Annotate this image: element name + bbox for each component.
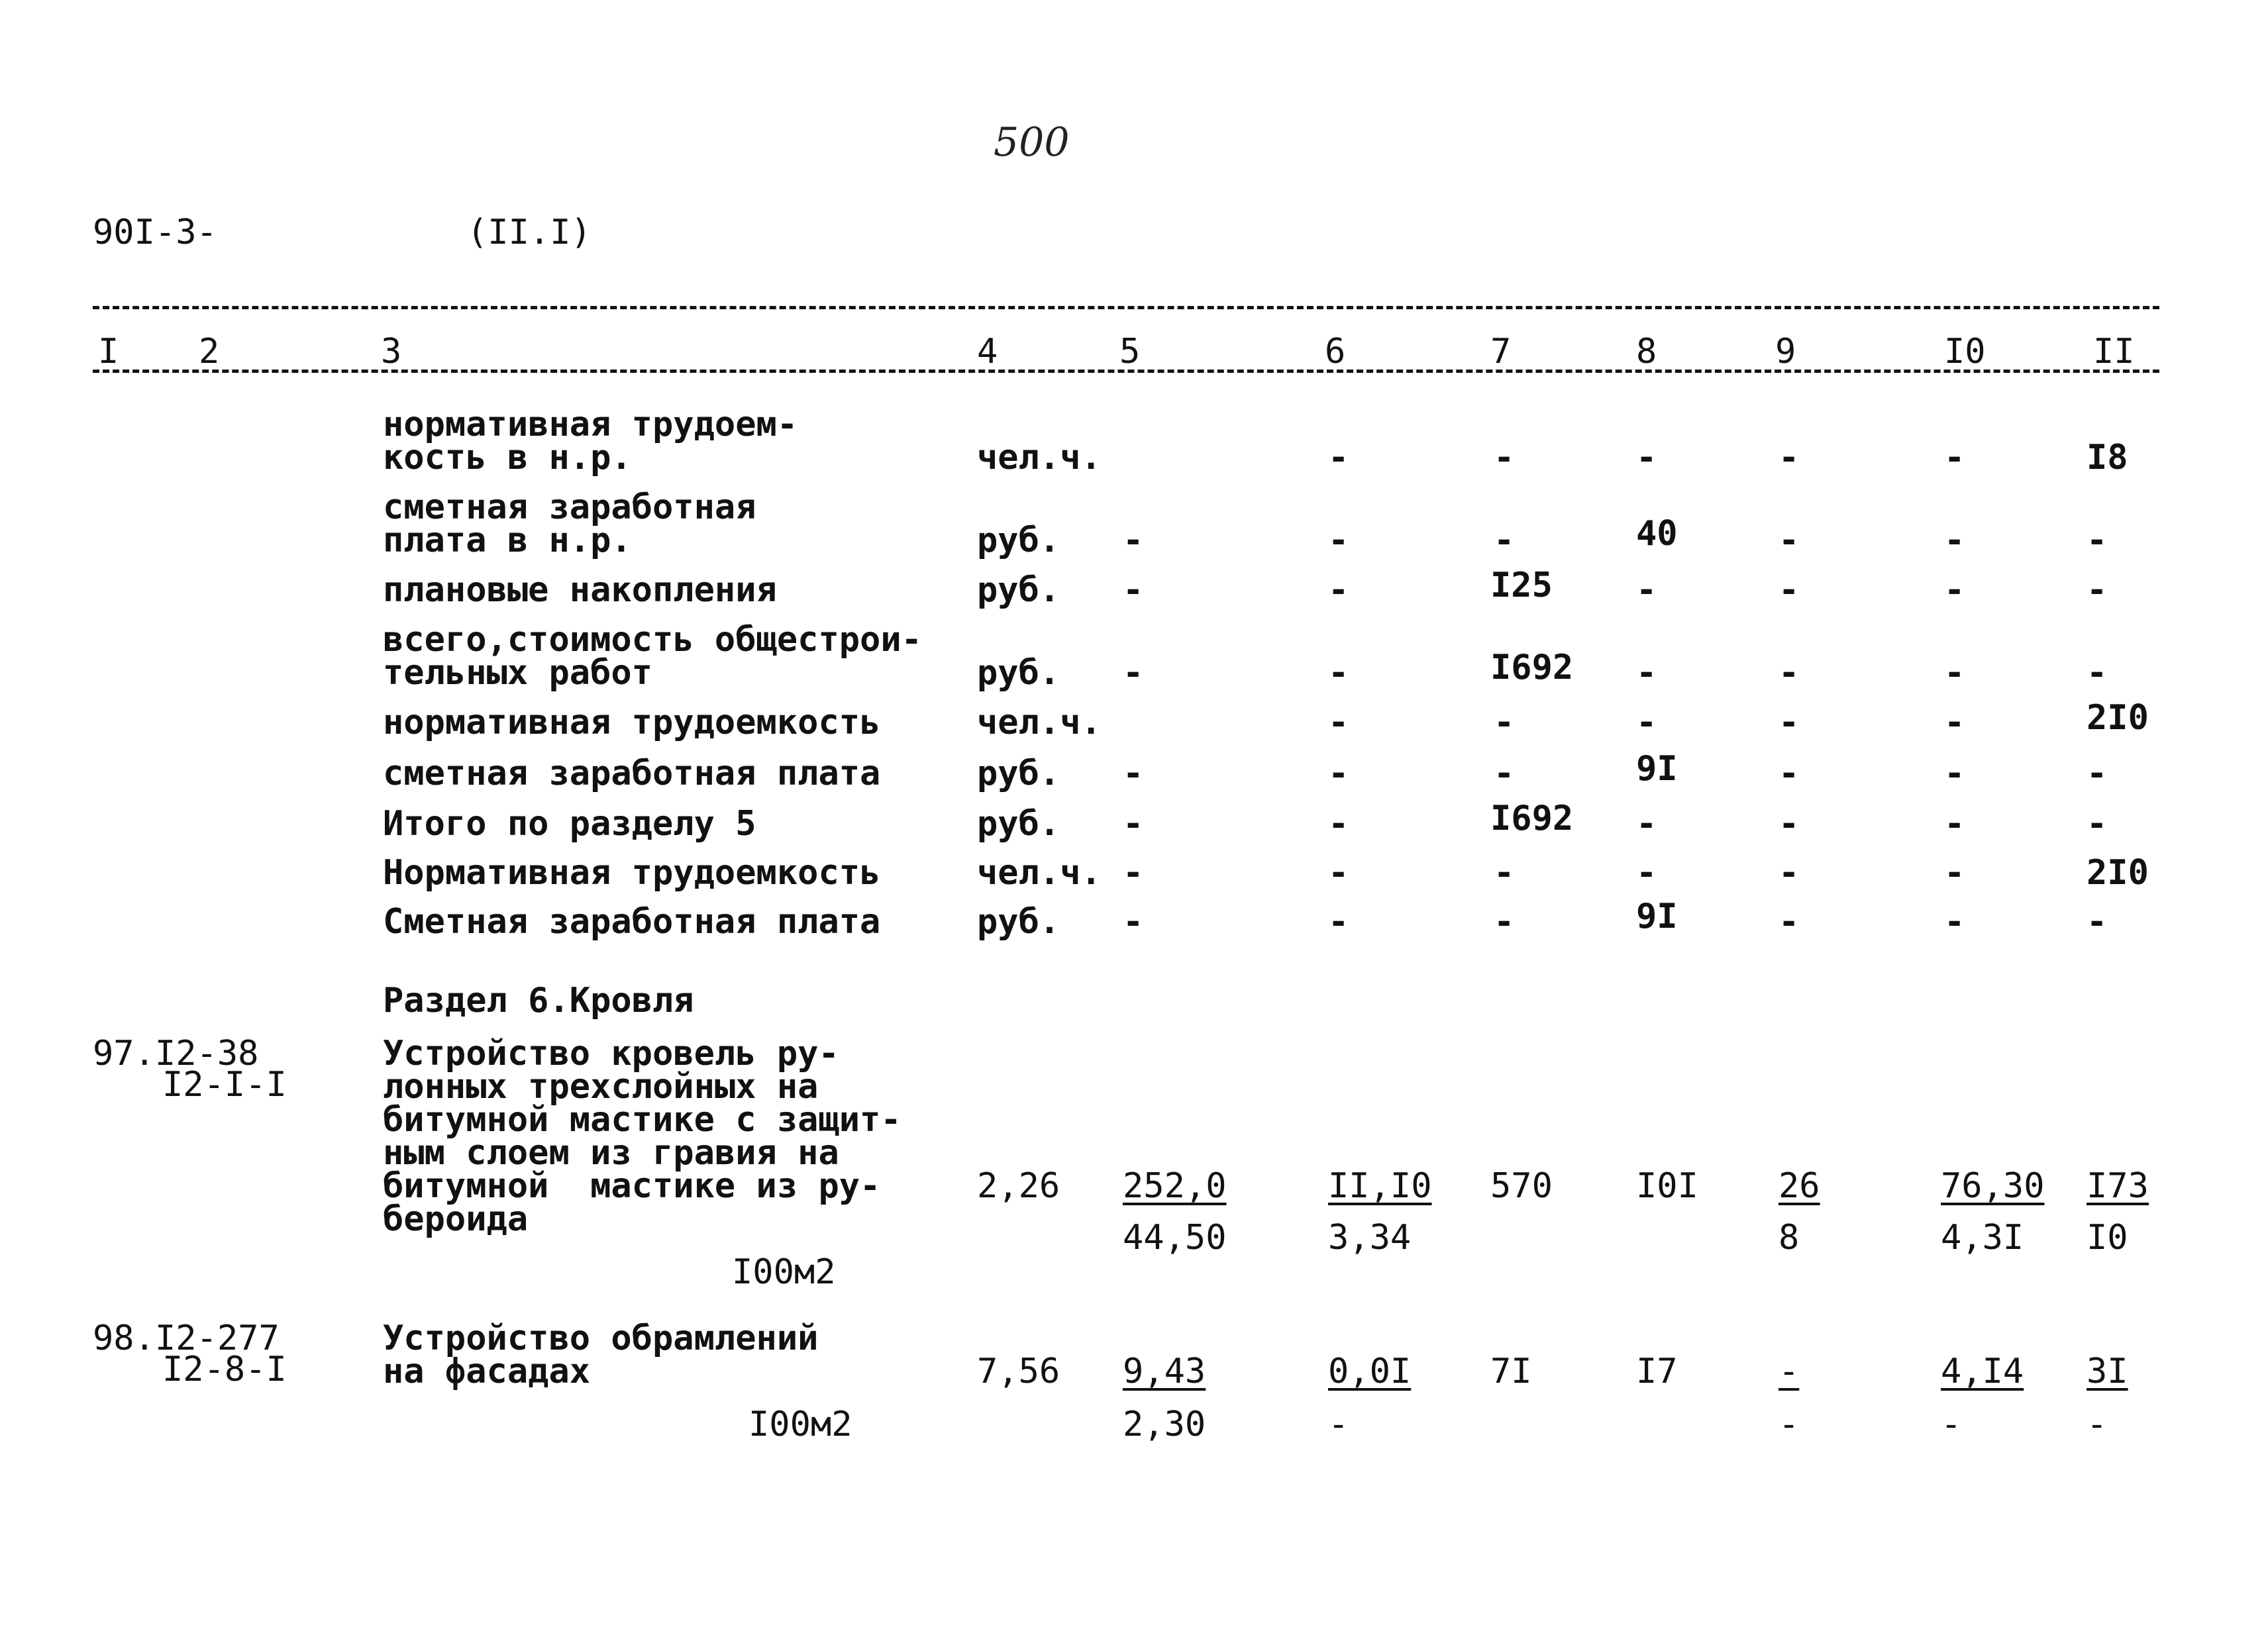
cell: - [1778,754,1800,793]
cell-top: II,I0 [1328,1166,1432,1206]
cell: - [1123,804,1144,844]
cell: - [1328,902,1349,942]
row-unit: руб. [977,754,1060,793]
cell: - [1636,703,1657,742]
row-label-line: нормативная трудоемкость [383,703,881,742]
row-label-line: плановые накопления [383,570,777,610]
cell: 40 [1636,514,1678,554]
cell-bottom: 4,3I [1941,1218,2024,1258]
cell: I7 [1636,1352,1678,1391]
cell: - [2087,902,2108,942]
cell-top: 26 [1778,1166,1820,1206]
row-unit: чел.ч. [977,853,1102,893]
top-dashed-rule [93,306,2159,309]
cell: - [1944,804,1965,844]
cell-top: 0,0I [1328,1352,1412,1391]
col-header-11: II [2093,332,2135,372]
cell: - [2087,570,2108,610]
cell-bottom: 8 [1778,1218,1800,1258]
cell: - [1123,653,1144,693]
cell: - [1778,853,1800,893]
cell-bottom: - [1778,1405,1800,1444]
cell: - [2087,653,2108,693]
cell: - [1328,653,1349,693]
row-unit: руб. [977,521,1060,560]
item-desc-line: битумной мастике с защит- [383,1100,902,1140]
item-code: I2-I-I [162,1065,287,1105]
row-label-line: кость в н.р. [383,438,632,477]
cell-bottom: 2,30 [1123,1405,1206,1444]
cell-top: 4,I4 [1941,1352,2024,1391]
cell: - [1944,902,1965,942]
cell: 9I [1636,897,1678,936]
cell: - [1778,804,1800,844]
cell: - [1494,703,1515,742]
cell: - [1494,754,1515,793]
row-label-line: сметная заработная [383,487,756,527]
section-title: Раздел 6.Кровля [383,981,694,1021]
cell: - [1944,438,1965,477]
row-label-line: сметная заработная плата [383,754,881,793]
cell: - [1328,853,1349,893]
item-measure-unit: I00м2 [748,1405,852,1444]
cell: - [1494,853,1515,893]
cell: - [1778,570,1800,610]
row-label-line: Нормативная трудоемкость [383,853,881,893]
cell: - [1494,521,1515,560]
cell: - [1123,521,1144,560]
cell: - [1778,438,1800,477]
cell: I8 [2087,438,2128,477]
col-header-6: 6 [1325,332,1346,372]
cell: - [1123,754,1144,793]
item-measure-unit: I00м2 [732,1252,836,1292]
cell: - [1636,804,1657,844]
cell: - [1123,902,1144,942]
col-header-9: 9 [1775,332,1796,372]
cell: - [1944,570,1965,610]
cell: - [1636,570,1657,610]
item-desc-line: ным слоем из гравия на [383,1133,839,1173]
cell: - [2087,521,2108,560]
cell: - [1778,902,1800,942]
col-header-4: 4 [977,332,998,372]
item-desc-line: лонных трехслойных на [383,1067,819,1107]
cell: 570 [1490,1166,1553,1206]
document-code: 90I-3- [93,213,217,252]
col-header-2: 2 [199,332,220,372]
cell-top: 76,30 [1941,1166,2045,1206]
cell: - [1636,653,1657,693]
cell: - [1778,521,1800,560]
cell-bottom: - [1328,1405,1349,1444]
item-desc-line: на фасадах [383,1352,591,1391]
item-number: 97.I2-38 [93,1034,259,1073]
cell-bottom: 44,50 [1123,1218,1227,1258]
col-header-10: I0 [1944,332,1986,372]
row-label-line: тельных работ [383,653,652,693]
row-unit: чел.ч. [977,703,1102,742]
cell: I25 [1490,566,1553,605]
row-label-line: плата в н.р. [383,521,632,560]
cell: - [1328,570,1349,610]
cell-top: 3I [2087,1352,2128,1391]
col-header-1: I [98,332,119,372]
row-unit: руб. [977,902,1060,942]
cell: - [1944,754,1965,793]
cell: - [1494,438,1515,477]
cell: - [1636,438,1657,477]
cell: I692 [1490,799,1574,838]
row-unit: чел.ч. [977,438,1102,477]
row-unit: руб. [977,653,1060,693]
cell: - [1636,853,1657,893]
cell: 7I [1490,1352,1532,1391]
cell: - [1328,438,1349,477]
row-label-line: Итого по разделу 5 [383,804,756,844]
cell-top: - [1778,1352,1800,1391]
row-label-line: всего,стоимость общестрои- [383,620,922,660]
cell-bottom: 3,34 [1328,1218,1412,1258]
item-code: I2-8-I [162,1350,287,1389]
cell: - [1328,703,1349,742]
item-desc-line: Устройство кровель ру- [383,1034,839,1073]
cell: - [2087,804,2108,844]
row-label-line: Сметная заработная плата [383,902,881,942]
cell: I0I [1636,1166,1698,1206]
cell-top: I73 [2087,1166,2149,1206]
cell: I692 [1490,648,1574,687]
cell: - [1123,853,1144,893]
handwritten-page-number: 500 [994,119,1070,166]
cell-top: 9,43 [1123,1352,1206,1391]
cell: 2I0 [2087,853,2149,893]
item-desc-line: битумной мастике из ру- [383,1166,881,1206]
cell-bottom: - [1941,1405,1962,1444]
cell: - [1778,703,1800,742]
cell: - [1944,703,1965,742]
cell: - [2087,754,2108,793]
row-unit: руб. [977,570,1060,610]
cell-bottom: I0 [2087,1218,2128,1258]
cell: 9I [1636,749,1678,789]
cell: 2I0 [2087,698,2149,738]
col-header-5: 5 [1119,332,1141,372]
cell: 2,26 [977,1166,1060,1206]
cell: - [1328,804,1349,844]
col-header-3: 3 [381,332,402,372]
item-desc-line: Устройство обрамлений [383,1319,819,1358]
row-label-line: нормативная трудоем- [383,405,798,444]
item-desc-line: бероида [383,1199,529,1239]
cell-bottom: - [2087,1405,2108,1444]
section-reference: (II.I) [467,213,592,252]
cell: - [1494,902,1515,942]
cell: - [1123,570,1144,610]
cell-top: 252,0 [1123,1166,1227,1206]
cell: - [1328,754,1349,793]
cell: - [1944,521,1965,560]
item-number: 98.I2-277 [93,1319,280,1358]
col-header-7: 7 [1490,332,1512,372]
cell: - [1778,653,1800,693]
cell: 7,56 [977,1352,1060,1391]
col-header-8: 8 [1636,332,1657,372]
cell: - [1944,653,1965,693]
row-unit: руб. [977,804,1060,844]
cell: - [1328,521,1349,560]
cell: - [1944,853,1965,893]
